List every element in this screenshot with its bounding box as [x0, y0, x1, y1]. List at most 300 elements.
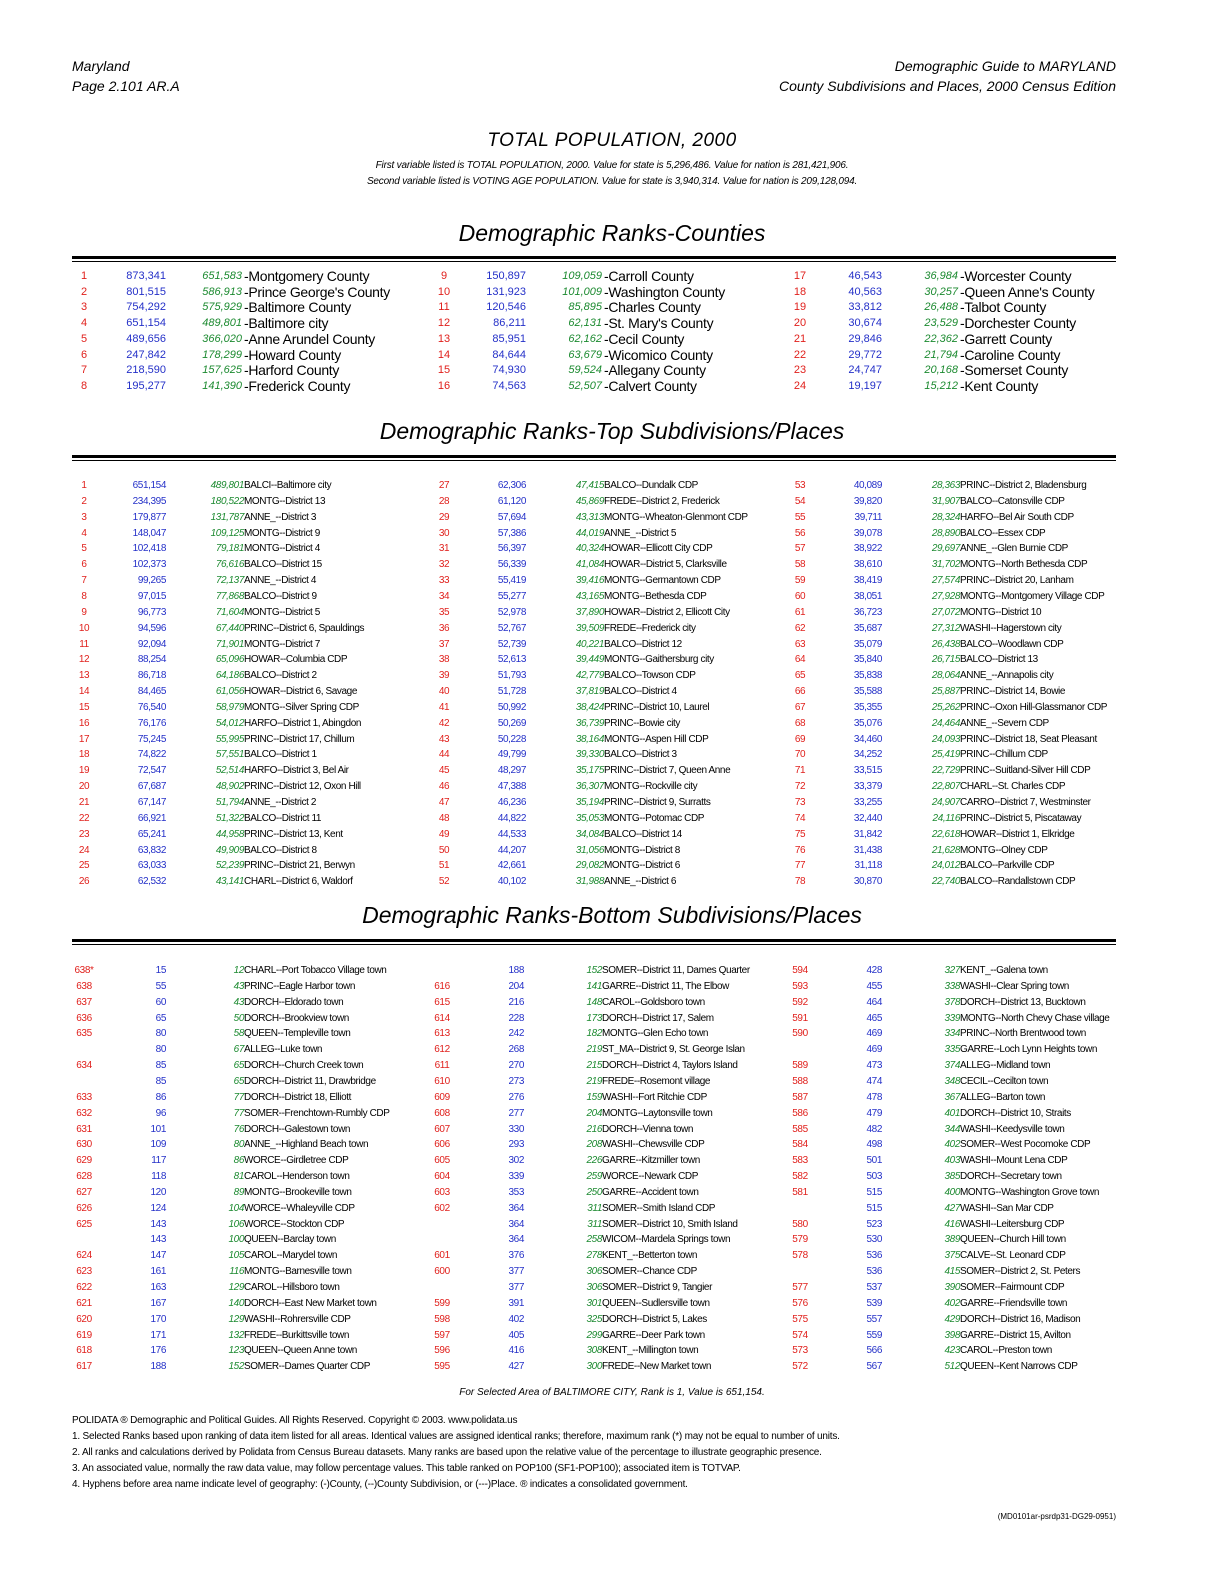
rank-cell: 615 [434, 996, 450, 1008]
population-cell: 651,154 [126, 317, 166, 330]
population-cell: 50,228 [497, 733, 526, 745]
area-name-cell: MONTG--District 13 [244, 495, 326, 507]
voting-age-cell: 489,801 [202, 317, 242, 330]
footnote-4: 4. Hyphens before area name indicate level of geography: (-)County, (--)County Subdivision, or (---)Place. ® indicates a consolidated government. [72, 1479, 688, 1490]
area-name-cell: GARRE--Kitzmiller town [602, 1155, 700, 1167]
population-cell: 32,440 [853, 812, 882, 824]
rank-cell: 26 [78, 876, 90, 888]
area-name-cell: -Frederick County [244, 377, 351, 394]
rank-cell: 8 [81, 590, 87, 602]
population-cell: 40,102 [497, 876, 526, 888]
selected-area-note: For Selected Area of BALTIMORE CITY, Rank is 1, Value is 651,154. [459, 1387, 765, 1398]
population-cell: 36,723 [853, 606, 882, 618]
population-cell: 24,747 [848, 364, 882, 377]
population-cell: 48,297 [497, 765, 526, 777]
voting-age-cell: 40,221 [575, 638, 604, 650]
population-cell: 46,543 [848, 270, 882, 282]
population-cell: 228 [508, 1012, 524, 1024]
voting-age-cell: 35,175 [575, 765, 604, 777]
area-name-cell: SOMER--Fairmount CDP [960, 1282, 1065, 1293]
area-name-cell: WASHI--Mount Lena CDP [960, 1155, 1068, 1167]
population-cell: 101 [150, 1123, 166, 1135]
population-cell: 188 [508, 965, 524, 976]
voting-age-cell: 27,312 [931, 622, 960, 634]
voting-age-cell: 344 [944, 1123, 960, 1135]
area-name-cell: KENT_--Millington town [602, 1345, 699, 1357]
area-name-cell: GARRE--Accident town [602, 1186, 699, 1198]
rank-cell: 53 [794, 480, 806, 491]
rank-cell: 596 [434, 1345, 450, 1357]
rank-cell: 38 [438, 654, 450, 666]
rank-cell: 629 [76, 1155, 92, 1167]
population-cell: 85 [155, 1075, 166, 1087]
population-cell: 268 [508, 1044, 524, 1056]
rank-cell: 34 [438, 590, 450, 602]
guide-edition: County Subdivisions and Places, 2000 Census Edition [779, 78, 1116, 94]
area-name-cell: SOMER--West Pocomoke CDP [960, 1139, 1091, 1151]
voting-age-cell: 61,056 [215, 686, 244, 698]
area-name-cell: BALCO--District 2 [244, 670, 317, 682]
voting-age-cell: 101,009 [562, 285, 602, 298]
voting-age-cell: 48,902 [215, 781, 244, 793]
area-name-cell: WASHI--Fort Ritchie CDP [602, 1091, 707, 1103]
population-cell: 80 [155, 1028, 166, 1040]
population-cell: 72,547 [137, 765, 166, 777]
area-name-cell: ANNE_--Highland Beach town [244, 1139, 369, 1151]
rank-cell: 582 [792, 1171, 808, 1183]
population-cell: 86 [155, 1091, 166, 1103]
rank-cell: 630 [76, 1139, 92, 1151]
population-cell: 234,395 [132, 495, 166, 507]
rank-cell: 573 [792, 1345, 808, 1357]
population-cell: 55 [155, 980, 166, 992]
voting-age-cell: 36,984 [924, 270, 958, 282]
rank-cell: 13 [78, 670, 90, 682]
rank-cell: 16 [78, 717, 90, 729]
rank-cell: 623 [76, 1266, 92, 1278]
voting-age-cell: 43,313 [575, 511, 604, 523]
population-cell: 102,418 [132, 543, 166, 555]
voting-age-cell: 651,583 [202, 270, 242, 282]
population-cell: 273 [508, 1075, 524, 1087]
rank-cell: 608 [434, 1107, 450, 1119]
area-name-cell: BALCO--District 3 [604, 749, 677, 761]
area-name-cell: QUEEN--Church Hill town [960, 1234, 1066, 1246]
area-name-cell: SOMER--District 10, Smith Island [602, 1218, 738, 1230]
voting-age-cell: 55,995 [215, 733, 244, 745]
rank-cell: 633 [76, 1091, 92, 1103]
voting-age-cell: 42,779 [575, 670, 604, 682]
population-cell: 148,047 [132, 527, 166, 539]
voting-age-cell: 226 [586, 1155, 602, 1167]
population-cell: 242 [508, 1028, 524, 1040]
rank-cell: 626 [76, 1202, 92, 1214]
rank-cell: 15 [78, 701, 90, 713]
population-cell: 515 [866, 1186, 882, 1198]
voting-age-cell: 258 [586, 1234, 602, 1246]
area-name-cell: BALCO--District 8 [244, 844, 317, 856]
voting-age-cell: 54,012 [215, 717, 244, 729]
area-name-cell: KENT_--Galena town [960, 965, 1048, 976]
voting-age-cell: 390 [944, 1282, 960, 1293]
rank-cell: 55 [794, 511, 806, 523]
rank-cell: 20 [78, 781, 90, 793]
rank-cell: 9 [81, 606, 87, 618]
voting-age-cell: 367 [944, 1091, 960, 1103]
rank-cell: 72 [794, 781, 806, 793]
area-name-cell: PRINC--District 20, Lanham [960, 575, 1074, 587]
rank-cell: 77 [794, 860, 806, 872]
voting-age-cell: 31,907 [931, 495, 960, 507]
voting-age-cell: 306 [586, 1266, 602, 1278]
population-cell: 364 [508, 1218, 524, 1230]
rank-cell: 625 [76, 1218, 92, 1230]
population-cell: 30,870 [853, 876, 882, 888]
population-cell: 339 [508, 1171, 524, 1183]
rank-cell: 58 [794, 559, 806, 571]
area-name-cell: MONTG--Montgomery Village CDP [960, 590, 1105, 602]
rank-cell: 28 [438, 495, 450, 507]
voting-age-cell: 31,056 [575, 844, 604, 856]
area-name-cell: HOWAR--District 6, Savage [244, 686, 357, 698]
rank-cell: 586 [792, 1107, 808, 1119]
area-name-cell: PRINC--District 13, Kent [244, 828, 343, 840]
population-cell: 74,930 [492, 364, 526, 377]
population-cell: 482 [866, 1123, 882, 1135]
area-name-cell: -Baltimore city [244, 315, 329, 332]
voting-age-cell: 152 [228, 1361, 244, 1373]
voting-age-cell: 24,907 [931, 797, 960, 808]
area-name-cell: DORCH--District 10, Straits [960, 1107, 1071, 1119]
area-name-cell: -Montgomery County [244, 268, 370, 284]
rank-cell: 620 [76, 1313, 92, 1325]
area-name-cell: -Calvert County [604, 377, 697, 394]
rank-cell: 32 [438, 559, 450, 571]
area-name-cell: MONTG--Gaithersburg city [604, 654, 714, 666]
bottom-places-table [72, 963, 1132, 1383]
population-cell: 46,236 [497, 797, 526, 808]
voting-age-cell: 76,616 [215, 559, 244, 571]
population-cell: 117 [151, 1155, 166, 1167]
area-name-cell: BALCO--Dundalk CDP [604, 480, 698, 491]
area-name-cell: -St. Mary's County [604, 315, 714, 332]
rank-cell: 614 [434, 1012, 450, 1024]
population-cell: 84,644 [492, 348, 526, 361]
rank-cell: 70 [794, 749, 806, 761]
area-name-cell: SOMER--District 2, St. Peters [960, 1266, 1081, 1278]
population-cell: 56,397 [497, 543, 526, 555]
area-name-cell: WASHI--Rohrersville CDP [244, 1313, 351, 1325]
voting-age-cell: 402 [944, 1297, 960, 1309]
rank-cell: 583 [792, 1155, 808, 1167]
population-cell: 469 [866, 1028, 882, 1040]
rank-cell: 57 [794, 543, 806, 555]
population-cell: 171 [150, 1329, 166, 1341]
population-cell: 97,015 [137, 590, 166, 602]
voting-age-cell: 38,424 [575, 701, 604, 713]
area-name-cell: BALCO--Woodlawn CDP [960, 638, 1064, 650]
area-name-cell: WASHI--Hagerstown city [960, 622, 1062, 634]
population-cell: 35,076 [853, 717, 882, 729]
voting-age-cell: 104 [228, 1202, 244, 1214]
area-name-cell: ANNE_--District 3 [244, 511, 317, 523]
population-cell: 489,656 [126, 332, 166, 345]
rank-cell: 606 [434, 1139, 450, 1151]
area-name-cell: -Kent County [960, 377, 1039, 394]
voting-age-cell: 311 [587, 1218, 602, 1230]
population-cell: 49,799 [497, 749, 526, 761]
area-name-cell: MONTG--North Chevy Chase village [960, 1012, 1110, 1024]
population-cell: 293 [508, 1139, 524, 1151]
population-cell: 34,252 [853, 749, 882, 761]
rank-cell: 68 [794, 717, 806, 729]
rank-cell: 605 [434, 1155, 450, 1167]
rank-cell: 599 [434, 1297, 450, 1309]
area-name-cell: WORCE--Stockton CDP [244, 1218, 345, 1230]
voting-age-cell: 216 [586, 1123, 602, 1135]
rank-cell: 10 [437, 285, 451, 298]
voting-age-cell: 24,116 [932, 812, 960, 824]
rank-cell: 33 [438, 575, 450, 587]
area-name-cell: MONTG--District 7 [244, 638, 320, 650]
rank-cell: 632 [76, 1107, 92, 1119]
rank-cell: 12 [437, 317, 451, 330]
voting-age-cell: 67,440 [215, 622, 244, 634]
voting-age-cell: 72,137 [215, 575, 244, 587]
rank-cell: 2 [81, 495, 87, 507]
population-cell: 218,590 [126, 364, 166, 377]
rank-cell: 11 [438, 301, 450, 314]
population-cell: 216 [508, 996, 524, 1008]
voting-age-cell: 116 [229, 1266, 244, 1278]
population-cell: 377 [508, 1266, 524, 1278]
population-cell: 62,532 [137, 876, 166, 888]
population-cell: 38,419 [853, 575, 882, 587]
rank-cell: 73 [794, 797, 806, 808]
rank-cell: 22 [793, 348, 807, 361]
voting-age-cell: 105 [228, 1250, 244, 1262]
population-cell: 473 [866, 1060, 882, 1072]
voting-age-cell: 21,794 [924, 348, 958, 361]
subtitle-line-2: Second variable listed is VOTING AGE POPULATION. Value for state is 3,940,314. Value for nation is 209,128,094. [366, 176, 858, 187]
population-cell: 402 [508, 1313, 524, 1325]
area-name-cell: WORCE--Newark CDP [602, 1171, 698, 1183]
population-cell: 62,306 [497, 480, 526, 491]
voting-age-cell: 86 [233, 1155, 244, 1167]
area-name-cell: CALVE--St. Leonard CDP [960, 1250, 1066, 1262]
voting-age-cell: 25,262 [931, 701, 960, 713]
area-name-cell: BALCO--District 1 [244, 749, 317, 761]
population-cell: 754,292 [126, 301, 166, 314]
area-name-cell: PRINC--Chillum CDP [960, 749, 1048, 761]
area-name-cell: FREDE--Rosemont village [602, 1075, 711, 1087]
area-name-cell: -Talbot County [960, 299, 1047, 316]
rank-cell: 13 [437, 332, 451, 345]
population-cell: 120,546 [486, 301, 526, 314]
voting-age-cell: 180,522 [210, 495, 244, 507]
header-right [779, 56, 1116, 96]
area-name-cell: MONTG--Wheaton-Glenmont CDP [604, 511, 748, 523]
rank-cell: 31 [438, 543, 450, 555]
voting-age-cell: 26,438 [931, 638, 960, 650]
voting-age-cell: 140 [228, 1297, 244, 1309]
rank-cell: 27 [438, 480, 450, 491]
voting-age-cell: 385 [944, 1171, 960, 1183]
population-cell: 455 [866, 980, 882, 992]
area-name-cell: HARFO--Bel Air South CDP [960, 511, 1074, 523]
population-cell: 170 [150, 1313, 166, 1325]
rank-cell: 617 [76, 1361, 92, 1373]
voting-age-cell: 586,913 [202, 285, 242, 298]
population-cell: 80 [155, 1044, 166, 1056]
voting-age-cell: 27,928 [931, 590, 960, 602]
voting-age-cell: 89 [233, 1186, 244, 1198]
rank-cell: 638* [74, 965, 94, 976]
voting-age-cell: 141,390 [202, 379, 242, 392]
rank-cell: 607 [434, 1123, 450, 1135]
voting-age-cell: 375 [944, 1250, 960, 1262]
area-name-cell: DORCH--Secretary town [960, 1171, 1062, 1183]
rank-cell: 42 [438, 717, 450, 729]
population-cell: 52,978 [497, 606, 526, 618]
population-cell: 85 [155, 1060, 166, 1072]
population-cell: 416 [508, 1345, 524, 1357]
area-name-cell: -Carroll County [604, 268, 694, 284]
voting-age-cell: 57,551 [215, 749, 244, 761]
voting-age-cell: 27,574 [931, 575, 960, 587]
area-name-cell: -Worcester County [960, 268, 1072, 284]
population-cell: 523 [866, 1218, 882, 1230]
counties-table [72, 268, 1116, 398]
area-name-cell: -Anne Arundel County [244, 330, 375, 347]
population-cell: 277 [508, 1107, 524, 1119]
area-name-cell: MONTG--District 6 [604, 860, 680, 872]
voting-age-cell: 512 [944, 1361, 960, 1373]
population-cell: 65,241 [137, 828, 166, 840]
area-name-cell: PRINC--District 18, Seat Pleasant [960, 733, 1097, 745]
rank-cell: 574 [792, 1329, 808, 1341]
area-name-cell: MONTG--District 5 [244, 606, 320, 618]
area-name-cell: BALCO--District 11 [244, 812, 322, 824]
voting-age-cell: 39,416 [575, 575, 604, 587]
population-cell: 557 [866, 1313, 882, 1325]
area-name-cell: DORCH--District 4, Taylors Island [602, 1060, 738, 1072]
voting-age-cell: 204 [586, 1107, 602, 1119]
population-cell: 76,176 [137, 717, 166, 729]
voting-age-cell: 22,729 [931, 765, 960, 777]
rank-cell: 19 [793, 301, 807, 314]
area-name-cell: BALCO--District 9 [244, 590, 317, 602]
voting-age-cell: 24,464 [931, 717, 960, 729]
area-name-cell: WASHI--Keedysville town [960, 1123, 1065, 1135]
voting-age-cell: 129 [228, 1313, 244, 1325]
rank-cell: 598 [434, 1313, 450, 1325]
rank-cell: 40 [438, 686, 450, 698]
population-cell: 61,120 [497, 495, 526, 507]
area-name-cell: QUEEN--Barclay town [244, 1234, 336, 1246]
population-cell: 44,533 [497, 828, 526, 840]
voting-age-cell: 37,819 [575, 686, 604, 698]
area-name-cell: PRINC--District 21, Berwyn [244, 860, 355, 872]
population-cell: 33,812 [848, 301, 882, 314]
rank-cell: 14 [437, 348, 451, 361]
population-cell: 150,897 [486, 270, 526, 282]
voting-age-cell: 21,628 [931, 844, 960, 856]
area-name-cell: MONTG--Brookeville town [244, 1186, 352, 1198]
area-name-cell: BALCO--District 13 [960, 654, 1038, 666]
area-name-cell: BALCO--Towson CDP [604, 670, 696, 682]
area-name-cell: ANNE_--District 2 [244, 797, 317, 808]
voting-age-cell: 44,958 [215, 828, 244, 840]
rank-cell: 51 [438, 860, 450, 872]
population-cell: 51,728 [497, 686, 526, 698]
voting-age-cell: 79,181 [215, 543, 244, 555]
voting-age-cell: 71,604 [215, 606, 244, 618]
area-name-cell: CARRO--District 7, Westminster [960, 797, 1091, 808]
voting-age-cell: 36,307 [575, 781, 604, 793]
population-cell: 503 [866, 1171, 882, 1183]
population-cell: 85,951 [492, 332, 526, 345]
voting-age-cell: 23,529 [924, 317, 958, 330]
voting-age-cell: 58,979 [215, 701, 244, 713]
area-name-cell: -Somerset County [960, 362, 1069, 379]
rank-cell: 44 [438, 749, 450, 761]
voting-age-cell: 427 [944, 1202, 960, 1214]
rank-cell: 15 [437, 364, 451, 377]
area-name-cell: PRINC--District 10, Laurel [604, 701, 710, 713]
area-name-cell: PRINC--Suitland-Silver Hill CDP [960, 765, 1091, 777]
rank-cell: 580 [792, 1218, 808, 1230]
rank-cell: 628 [76, 1171, 92, 1183]
area-name-cell: BALCO--District 15 [244, 559, 322, 571]
voting-age-cell: 51,322 [215, 812, 244, 824]
rank-cell: 10 [78, 622, 90, 634]
rank-cell: 611 [434, 1060, 450, 1072]
area-name-cell: ANNE_--District 5 [604, 527, 677, 539]
rank-cell: 604 [434, 1171, 450, 1183]
rank-cell: 624 [76, 1250, 92, 1262]
rank-cell: 578 [792, 1250, 808, 1262]
population-cell: 56,339 [497, 559, 526, 571]
population-cell: 143 [150, 1234, 166, 1246]
rank-cell: 17 [793, 270, 807, 282]
area-name-cell: HOWAR--Ellicott City CDP [604, 543, 713, 555]
population-cell: 131,923 [486, 285, 526, 298]
voting-age-cell: 400 [944, 1186, 960, 1198]
population-cell: 66,921 [137, 812, 166, 824]
voting-age-cell: 159 [586, 1091, 602, 1103]
voting-age-cell: 28,890 [931, 527, 960, 539]
area-name-cell: BALCO--Randallstown CDP [960, 876, 1076, 888]
voting-age-cell: 64,186 [215, 670, 244, 682]
population-cell: 195,277 [126, 379, 166, 392]
population-cell: 330 [508, 1123, 524, 1135]
area-name-cell: CECIL--Cecilton town [960, 1075, 1049, 1087]
population-cell: 92,094 [137, 638, 166, 650]
area-name-cell: GARRE--Deer Park town [602, 1329, 705, 1341]
voting-age-cell: 22,740 [931, 876, 960, 888]
voting-age-cell: 334 [944, 1028, 960, 1040]
rank-cell: 595 [434, 1361, 450, 1373]
area-name-cell: -Baltimore County [244, 299, 351, 316]
rank-cell: 20 [793, 317, 807, 330]
area-name-cell: SOMER--Dames Quarter CDP [244, 1361, 370, 1373]
population-cell: 99,265 [137, 575, 166, 587]
population-cell: 84,465 [137, 686, 166, 698]
rank-cell: 29 [438, 511, 450, 523]
rank-cell: 601 [434, 1250, 450, 1262]
population-cell: 405 [508, 1329, 524, 1341]
